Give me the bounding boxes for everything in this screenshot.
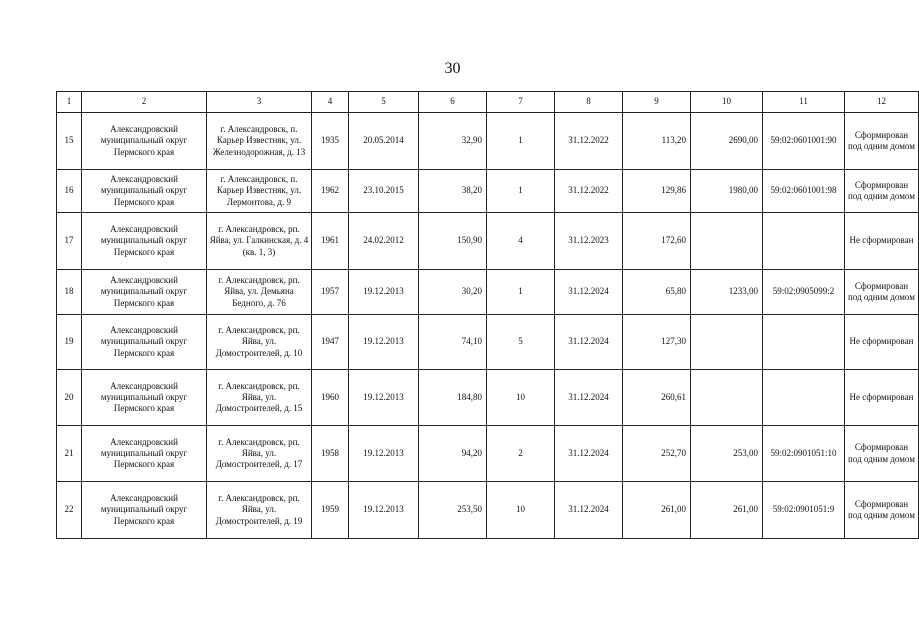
value-cell: 261,00 bbox=[691, 482, 763, 539]
status-cell: Сформирован под одним домом bbox=[845, 270, 919, 315]
table-row bbox=[57, 482, 919, 539]
status-cell: Сформирован под одним домом bbox=[845, 113, 919, 170]
cadastral-number-cell bbox=[763, 315, 845, 370]
column-header: 10 bbox=[691, 92, 763, 113]
value-cell bbox=[691, 370, 763, 426]
cadastral-number-cell: 59:02:0901051:9 bbox=[763, 482, 845, 539]
column-header: 8 bbox=[555, 92, 623, 113]
address-cell: г. Александровск, рп. Яйва, ул. Домостроителей, д. 17 bbox=[207, 426, 312, 482]
table-row bbox=[57, 426, 919, 482]
table-row bbox=[57, 113, 919, 170]
land-area-cell: 172,60 bbox=[623, 213, 691, 270]
column-header: 2 bbox=[82, 92, 207, 113]
cadastral-number-cell: 59:02:0901051:10 bbox=[763, 426, 845, 482]
area-cell: 32,90 bbox=[419, 113, 487, 170]
year-cell: 1959 bbox=[312, 482, 349, 539]
cadastral-number-cell: 59:02:0601001:90 bbox=[763, 113, 845, 170]
area-cell: 253,50 bbox=[419, 482, 487, 539]
cadastral-number-cell: 59:02:0905099:2 bbox=[763, 270, 845, 315]
year-cell: 1962 bbox=[312, 170, 349, 213]
cadastral-number-cell bbox=[763, 370, 845, 426]
table-row bbox=[57, 370, 919, 426]
municipality-cell: Александровский муниципальный округ Пермского края bbox=[82, 482, 207, 539]
count-cell: 10 bbox=[487, 370, 555, 426]
municipality-cell: Александровский муниципальный округ Пермского края bbox=[82, 170, 207, 213]
table-row bbox=[57, 170, 919, 213]
date-cell: 19.12.2013 bbox=[349, 370, 419, 426]
deadline-cell: 31.12.2024 bbox=[555, 270, 623, 315]
column-header: 7 bbox=[487, 92, 555, 113]
year-cell: 1935 bbox=[312, 113, 349, 170]
table-row bbox=[57, 270, 919, 315]
column-header: 4 bbox=[312, 92, 349, 113]
municipality-cell: Александровский муниципальный округ Пермского края bbox=[82, 315, 207, 370]
row-number-cell: 22 bbox=[57, 482, 82, 539]
land-area-cell: 65,80 bbox=[623, 270, 691, 315]
area-cell: 150,90 bbox=[419, 213, 487, 270]
status-cell: Не сформирован bbox=[845, 213, 919, 270]
table-row bbox=[57, 315, 919, 370]
municipality-cell: Александровский муниципальный округ Пермского края bbox=[82, 113, 207, 170]
status-cell: Сформирован под одним домом bbox=[845, 170, 919, 213]
municipality-cell: Александровский муниципальный округ Пермского края bbox=[82, 213, 207, 270]
count-cell: 4 bbox=[487, 213, 555, 270]
count-cell: 2 bbox=[487, 426, 555, 482]
column-header: 3 bbox=[207, 92, 312, 113]
row-number-cell: 17 bbox=[57, 213, 82, 270]
address-cell: г. Александровск, п. Карьер Известняк, ул. Железнодорожная, д. 13 bbox=[207, 113, 312, 170]
year-cell: 1947 bbox=[312, 315, 349, 370]
area-cell: 94,20 bbox=[419, 426, 487, 482]
column-header: 12 bbox=[845, 92, 919, 113]
area-cell: 74,10 bbox=[419, 315, 487, 370]
land-area-cell: 252,70 bbox=[623, 426, 691, 482]
status-cell: Не сформирован bbox=[845, 315, 919, 370]
date-cell: 19.12.2013 bbox=[349, 426, 419, 482]
count-cell: 1 bbox=[487, 170, 555, 213]
date-cell: 19.12.2013 bbox=[349, 270, 419, 315]
row-number-cell: 21 bbox=[57, 426, 82, 482]
column-header: 1 bbox=[57, 92, 82, 113]
column-header: 6 bbox=[419, 92, 487, 113]
area-cell: 30,20 bbox=[419, 270, 487, 315]
year-cell: 1960 bbox=[312, 370, 349, 426]
municipality-cell: Александровский муниципальный округ Пермского края bbox=[82, 370, 207, 426]
register-table bbox=[56, 91, 919, 539]
status-cell: Сформирован под одним домом bbox=[845, 482, 919, 539]
count-cell: 5 bbox=[487, 315, 555, 370]
land-area-cell: 260,61 bbox=[623, 370, 691, 426]
header-row bbox=[57, 92, 919, 113]
date-cell: 24.02.2012 bbox=[349, 213, 419, 270]
address-cell: г. Александровск, рп. Яйва, ул. Домостроителей, д. 19 bbox=[207, 482, 312, 539]
date-cell: 19.12.2013 bbox=[349, 315, 419, 370]
row-number-cell: 20 bbox=[57, 370, 82, 426]
table-row bbox=[57, 213, 919, 270]
page-number: 30 bbox=[444, 60, 461, 77]
deadline-cell: 31.12.2022 bbox=[555, 170, 623, 213]
area-cell: 38,20 bbox=[419, 170, 487, 213]
count-cell: 1 bbox=[487, 270, 555, 315]
deadline-cell: 31.12.2022 bbox=[555, 113, 623, 170]
address-cell: г. Александровск, рп. Яйва, ул. Домостроителей, д. 15 bbox=[207, 370, 312, 426]
column-header: 9 bbox=[623, 92, 691, 113]
row-number-cell: 19 bbox=[57, 315, 82, 370]
status-cell: Сформирован под одним домом bbox=[845, 426, 919, 482]
value-cell bbox=[691, 213, 763, 270]
value-cell: 253,00 bbox=[691, 426, 763, 482]
row-number-cell: 16 bbox=[57, 170, 82, 213]
cadastral-number-cell: 59:02:0601001:98 bbox=[763, 170, 845, 213]
deadline-cell: 31.12.2024 bbox=[555, 315, 623, 370]
municipality-cell: Александровский муниципальный округ Пермского края bbox=[82, 426, 207, 482]
deadline-cell: 31.12.2024 bbox=[555, 370, 623, 426]
status-cell: Не сформирован bbox=[845, 370, 919, 426]
year-cell: 1958 bbox=[312, 426, 349, 482]
date-cell: 20.05.2014 bbox=[349, 113, 419, 170]
area-cell: 184,80 bbox=[419, 370, 487, 426]
value-cell bbox=[691, 315, 763, 370]
land-area-cell: 113,20 bbox=[623, 113, 691, 170]
value-cell: 2690,00 bbox=[691, 113, 763, 170]
column-header: 5 bbox=[349, 92, 419, 113]
value-cell: 1980,00 bbox=[691, 170, 763, 213]
land-area-cell: 127,30 bbox=[623, 315, 691, 370]
cadastral-number-cell bbox=[763, 213, 845, 270]
year-cell: 1957 bbox=[312, 270, 349, 315]
row-number-cell: 18 bbox=[57, 270, 82, 315]
deadline-cell: 31.12.2024 bbox=[555, 482, 623, 539]
address-cell: г. Александровск, рп. Яйва, ул. Демьяна Бедного, д. 76 bbox=[207, 270, 312, 315]
column-header: 11 bbox=[763, 92, 845, 113]
land-area-cell: 261,00 bbox=[623, 482, 691, 539]
count-cell: 10 bbox=[487, 482, 555, 539]
land-area-cell: 129,86 bbox=[623, 170, 691, 213]
row-number-cell: 15 bbox=[57, 113, 82, 170]
date-cell: 19.12.2013 bbox=[349, 482, 419, 539]
table-body bbox=[57, 113, 919, 539]
deadline-cell: 31.12.2024 bbox=[555, 426, 623, 482]
count-cell: 1 bbox=[487, 113, 555, 170]
address-cell: г. Александровск, рп. Яйва, ул. Домостроителей, д. 10 bbox=[207, 315, 312, 370]
deadline-cell: 31.12.2023 bbox=[555, 213, 623, 270]
address-cell: г. Александровск, п. Карьер Известняк, ул. Лермонтова, д. 9 bbox=[207, 170, 312, 213]
address-cell: г. Александровск, рп. Яйва, ул. Галкинская, д. 4 (кв. 1, 3) bbox=[207, 213, 312, 270]
municipality-cell: Александровский муниципальный округ Пермского края bbox=[82, 270, 207, 315]
year-cell: 1961 bbox=[312, 213, 349, 270]
date-cell: 23.10.2015 bbox=[349, 170, 419, 213]
value-cell: 1233,00 bbox=[691, 270, 763, 315]
